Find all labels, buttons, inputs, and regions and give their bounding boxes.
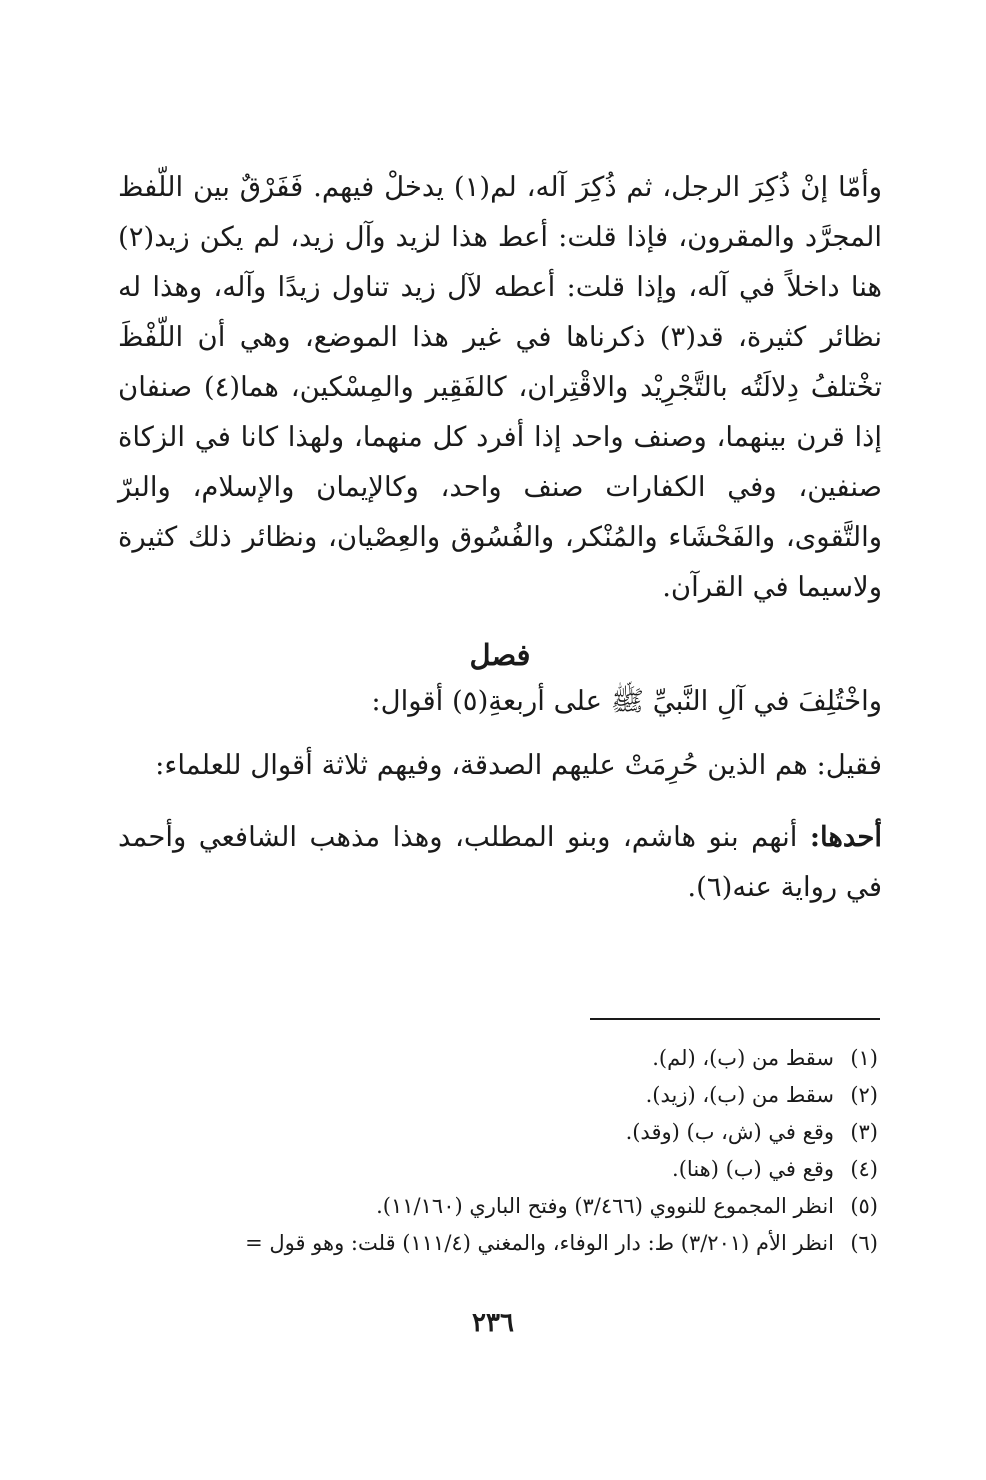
footnote-5 [100, 1188, 878, 1225]
paragraph-2: واخْتُلِفَ في آلِ النَّبيِّ ﷺ على أربعةِ(٥) أقوال: [371, 685, 882, 717]
footnote-3 [100, 1114, 878, 1151]
footnote-number: (٦) [850, 1231, 878, 1255]
footnote-text: وقع في (ش، ب) (وقد). [625, 1120, 834, 1144]
paragraph-4-lead: أحدها: [809, 821, 882, 853]
main-text [118, 162, 882, 912]
footnote-6 [100, 1225, 878, 1262]
footnote-separator [590, 1018, 880, 1020]
section-heading: فصل [469, 638, 531, 672]
footnotes [100, 1040, 878, 1262]
footnote-text: انظر الأم (٣/٢٠١) ط: دار الوفاء، والمغني (١١١/٤) قلت: وهو قول = [245, 1231, 834, 1255]
footnote-text: انظر المجموع للنووي (٣/٤٦٦) وفتح الباري (١١/١٦٠). [376, 1194, 834, 1218]
paragraph-3: فقيل: هم الذين حُرِمَتْ عليهم الصدقة، وفيهم ثلاثة أقوال للعلماء: [155, 749, 882, 781]
footnote-number: (٥) [850, 1194, 878, 1218]
footnote-2 [100, 1077, 878, 1114]
page-number: ٢٣٦ [472, 1308, 514, 1338]
footnote-number: (٣) [850, 1120, 878, 1144]
footnote-number: (٢) [850, 1083, 878, 1107]
footnote-text: سقط من (ب)، (زيد). [645, 1083, 834, 1107]
paragraph-4-body: أنهم بنو هاشم، وبنو المطلب، وهذا مذهب الشافعي وأحمد في رواية عنه(٦). [118, 821, 882, 903]
footnote-text: وقع في (ب) (هنا). [672, 1157, 834, 1181]
footnote-number: (٤) [850, 1157, 878, 1181]
paragraph-4 [118, 812, 882, 912]
footnote-text: سقط من (ب)، (لم). [652, 1046, 834, 1070]
footnote-number: (١) [850, 1046, 878, 1070]
footnote-1 [100, 1040, 878, 1077]
footnote-4 [100, 1151, 878, 1188]
paragraph-1: وأمّا إنْ ذُكِرَ الرجل، ثم ذُكِرَ آله، لم(١) يدخلْ فيهم. فَفَرْقٌ بين اللّفظ المجرَّد والمقرون، فإذا قلت: أعط هذا لزيد وآل زيد، لم يكن زيد(٢) هنا داخلاً في آله، وإذا قلت: أعطه لآل زيد تناول زيدًا وآله، وهذا له نظائر كثيرة، قد(٣) ذكرناها في غير هذا الموضع، وهي أن اللّفْظَ تخْتلفُ دِلالَتُه بالتَّجْرِيْد والاقْتِران، كالفَقِير والمِسْكين، هما(٤) صنفان إذا قرن بينهما، وصنف واحد إذا أفرد كل منهما، ولهذا كانا في الزكاة صنفين، وفي الكفارات صنف واحد، وكالإيمان والإسلام، والبرّ والتَّقوى، والفَحْشَاء والمُنْكر، والفُسُوق والعِصْيان، ونظائر ذلك كثيرة ولاسيما في القرآن. [118, 171, 883, 603]
